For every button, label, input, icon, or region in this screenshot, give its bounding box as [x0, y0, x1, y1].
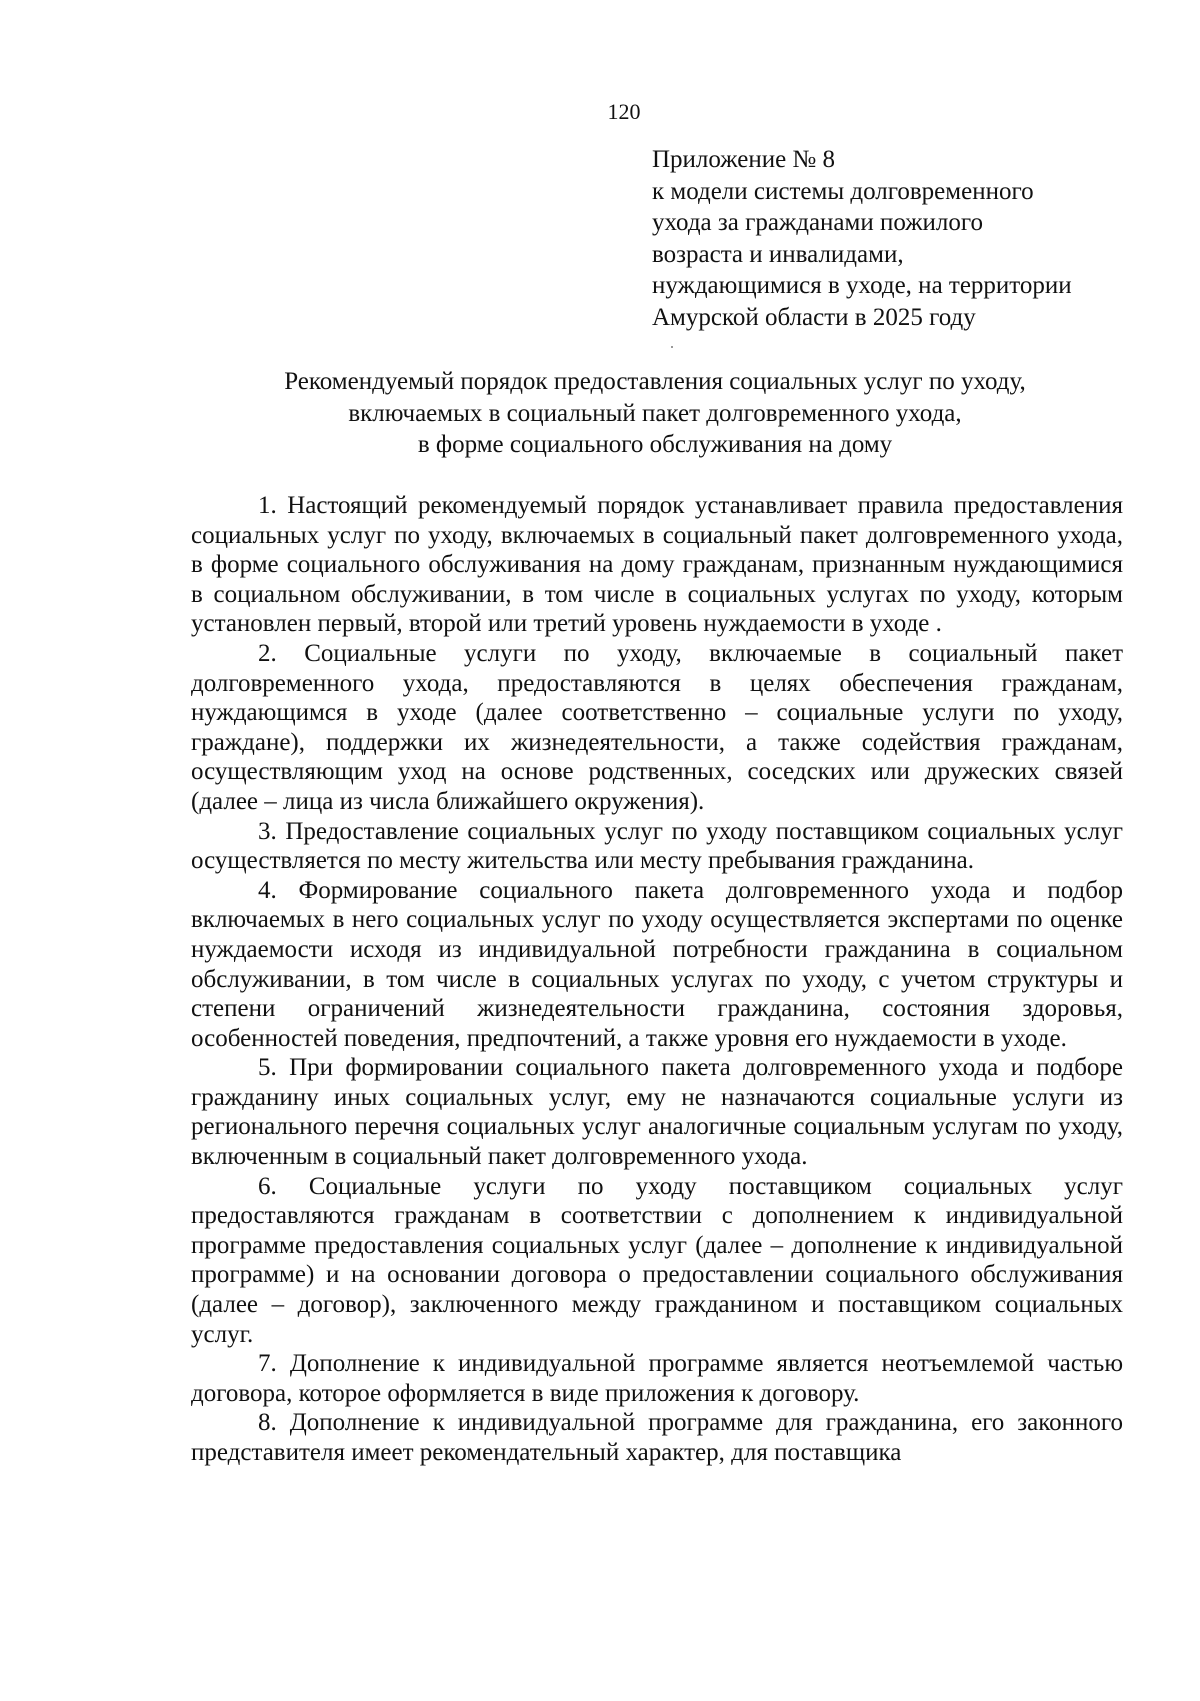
paragraph-8 [191, 1408, 1123, 1467]
paragraph-5 [191, 1053, 1123, 1171]
paragraph-6 [191, 1172, 1123, 1350]
appendix-line: возраста и инвалидами, [652, 240, 904, 268]
paragraph-number: 7. [258, 1350, 277, 1378]
title-line: включаемых в социальный пакет долговременного ухода, [348, 399, 962, 427]
paragraph-text: Социальные услуги по уходу, включаемые в социальный пакет долговременного ухода, предоставляются в целях обеспечения гражданам, нуждающимся в уходе (далее соответственно – социальные услуги по уходу, граждане), поддержки их жизнедеятельности, а также содействия гражданам, осуществляющим уход на основе родственных, соседских или дружеских связей (далее – лица из числа ближайшего окружения). [191, 639, 1123, 815]
paragraph-number: 1. [258, 492, 277, 519]
appendix-line: ухода за гражданами пожилого [652, 209, 983, 236]
scan-speck [671, 346, 673, 348]
appendix-line: Амурской области в 2025 году [652, 303, 976, 331]
paragraph-text: Социальные услуги по уходу поставщиком социальных услуг предоставляются гражданам в соответствии с дополнением к индивидуальной программе предоставления социальных услуг (далее – дополнение к индивидуальной программе) и на основании договора о предоставлении социального обслуживания (далее – договор), заключенного между гражданином и поставщиком социальных услуг. [191, 1172, 1124, 1348]
paragraph-number: 6. [258, 1172, 277, 1200]
document-body [191, 491, 1123, 1468]
paragraph-number: 2. [258, 639, 277, 667]
paragraph-text: Дополнение к индивидуальной программе для гражданина, его законного представителя имеет рекомендательный характер, для поставщика [191, 1409, 1124, 1466]
appendix-header [652, 144, 1172, 333]
paragraph-number: 3. [258, 817, 277, 845]
paragraph-3 [191, 817, 1123, 876]
appendix-line: к модели системы долговременного [652, 177, 1034, 205]
paragraph-4 [191, 876, 1123, 1054]
title-line: Рекомендуемый порядок предоставления социальных услуг по уходу, [284, 368, 1026, 395]
paragraph-text: Настоящий рекомендуемый порядок устанавливает правила предоставления социальных услуг по уходу, включаемых в социальный пакет долговременного ухода, в форме социального обслуживания на дому гражданам, признанным нуждающимися в социальном обслуживании, в том числе в социальных услугах по уходу, которым установлен первый, второй или третий уровень нуждаемости в уходе . [191, 492, 1124, 638]
paragraph-number: 4. [258, 876, 277, 904]
paragraph-text: Формирование социального пакета долговременного ухода и подбор включаемых в него социальных услуг по уходу осуществляется экспертами по оценке нуждаемости исходя из индивидуальной потребности гражданина в социальном обслуживании, в том числе в социальных услугах по уходу, с учетом структуры и степени ограничений жизнедеятельности гражданина, состояния здоровья, особенностей поведения, предпочтений, а также уровня его нуждаемости в уходе. [191, 876, 1123, 1052]
document-title [190, 366, 1120, 461]
title-line: в форме социального обслуживания на дому [417, 431, 893, 458]
paragraph-1 [191, 491, 1123, 639]
paragraph-text: Предоставление социальных услуг по уходу поставщиком социальных услуг осуществляется по месту жительства или месту пребывания гражданина. [191, 817, 1124, 875]
paragraph-number: 5. [258, 1054, 277, 1082]
paragraph-text: Дополнение к индивидуальной программе является неотъемлемой частью договора, которое оформляется в виде приложения к договору. [191, 1350, 1123, 1407]
paragraph-text: При формировании социального пакета долговременного ухода и подборе гражданину иных социальных услуг, ему не назначаются социальные услуги из регионального перечня социальных услуг аналогичные социальным услугам по уходу, включенным в социальный пакет долговременного ухода. [191, 1054, 1124, 1171]
appendix-line: нуждающимися в уходе, на территории [652, 272, 1072, 299]
paragraph-2 [191, 639, 1123, 817]
paragraph-7 [191, 1349, 1123, 1408]
paragraph-number: 8. [258, 1409, 277, 1437]
appendix-line: Приложение № 8 [652, 146, 836, 173]
page-number: 120 [607, 99, 641, 124]
